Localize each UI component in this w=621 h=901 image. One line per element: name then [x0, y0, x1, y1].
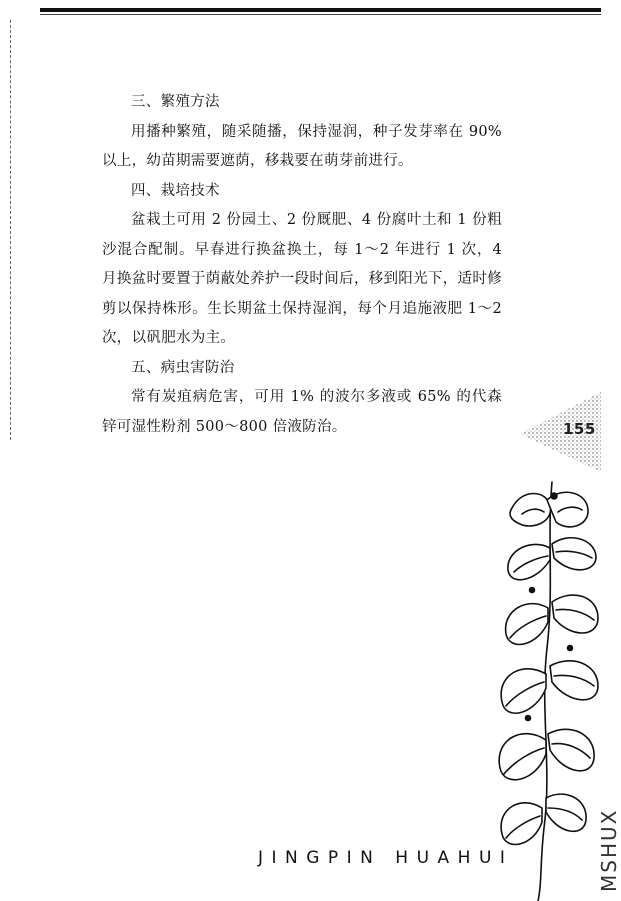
section-paragraph-propagation: 用播种繁殖，随采随播，保持湿润，种子发芽率在 90%以上，幼苗期需要遮荫，移栽要在萌芽前进行。: [102, 123, 502, 169]
section-heading-pest-control: 五、病虫害防治: [131, 359, 235, 376]
top-rule-thin: [40, 14, 601, 15]
section-heading-cultivation: 四、栽培技术: [131, 182, 220, 199]
page-body: [102, 88, 502, 442]
page-number: 155: [563, 420, 596, 438]
footer-running-title: JINGPIN HUAHUI: [258, 848, 514, 868]
section-paragraph-pest-control: 常有炭疽病危害，可用 1% 的波尔多液或 65% 的代森锌可湿性粉剂 500～800 倍液防治。: [102, 389, 502, 435]
section-heading-propagation: 三、繁殖方法: [131, 94, 220, 110]
section-paragraph-cultivation: 盆栽土可用 2 份园土、2 份厩肥、4 份腐叶土和 1 份粗沙混合配制。早春进行换盆换土，每 1～2 年进行 1 次，4 月换盆时要置于荫蔽处养护一段时间后，移到阳光下，适时修剪以保持株形。生长期盆土保持湿润，每个月追施液肥 1～2 次，以矾肥水为主。: [102, 212, 502, 346]
watermark: [575, 780, 621, 895]
binding-dash-line: [10, 20, 11, 440]
top-rule: [40, 8, 601, 12]
watermark-text: MSHUX: [597, 808, 621, 892]
